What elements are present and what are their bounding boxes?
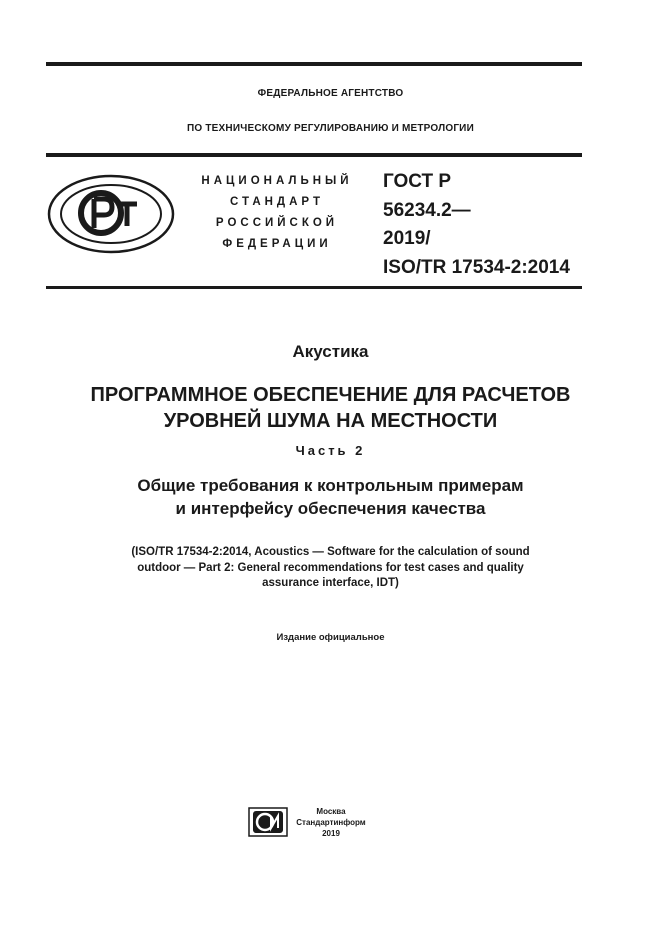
iso-reference xyxy=(0,545,661,592)
publisher-year: 2019 xyxy=(322,829,340,838)
subject-heading: Акустика xyxy=(292,342,369,361)
iso-line-2: outdoor — Part 2: General recommendations for test cases and quality xyxy=(137,561,524,574)
edition-label: Издание официальное xyxy=(276,632,385,643)
header-bottom-rule xyxy=(46,286,582,289)
subtitle-line-2: и интерфейсу обеспечения качества xyxy=(175,499,486,518)
designation-line-3: 2019/ xyxy=(383,228,431,249)
national-line-2: СТАНДАРТ xyxy=(230,196,324,208)
designation-line-2: 56234.2— xyxy=(383,199,471,221)
main-title-line-2: УРОВНЕЙ ШУМА НА МЕСТНОСТИ xyxy=(163,410,498,432)
part-label: Часть 2 xyxy=(295,443,366,458)
agency-line-1: ФЕДЕРАЛЬНОЕ АГЕНТСТВО xyxy=(257,88,404,99)
iso-line-3: assurance interface, IDT) xyxy=(262,577,399,589)
main-title xyxy=(0,382,661,434)
subtitle-line-1: Общие требования к контрольным примерам xyxy=(137,476,524,495)
publisher-city: Москва xyxy=(316,807,346,816)
agency-line-2: ПО ТЕХНИЧЕСКОМУ РЕГУЛИРОВАНИЮ И МЕТРОЛОГИИ xyxy=(187,123,474,134)
header-rule xyxy=(46,153,582,157)
standard-designation xyxy=(383,168,570,282)
main-title-line-1: ПРОГРАММНОЕ ОБЕСПЕЧЕНИЕ ДЛЯ РАСЧЕТОВ xyxy=(90,384,571,406)
publisher-name: Стандартинформ xyxy=(296,818,366,827)
designation-line-1: ГОСТ Р xyxy=(383,171,452,192)
designation-line-4: ISO/TR 17534-2:2014 xyxy=(383,256,570,278)
iso-line-1: (ISO/TR 17534-2:2014, Acoustics — Software for the calculation of sound xyxy=(131,546,530,558)
national-line-1: НАЦИОНАЛЬНЫЙ xyxy=(201,175,353,187)
publisher-info xyxy=(296,806,366,839)
standartinform-logo-icon xyxy=(248,807,288,837)
national-line-4: ФЕДЕРАЦИИ xyxy=(222,238,332,250)
national-line-3: РОССИЙСКОЙ xyxy=(215,217,339,229)
subtitle xyxy=(0,474,661,520)
gost-r-logo-icon xyxy=(47,174,175,254)
top-rule xyxy=(46,62,582,66)
national-standard-label xyxy=(186,171,368,255)
